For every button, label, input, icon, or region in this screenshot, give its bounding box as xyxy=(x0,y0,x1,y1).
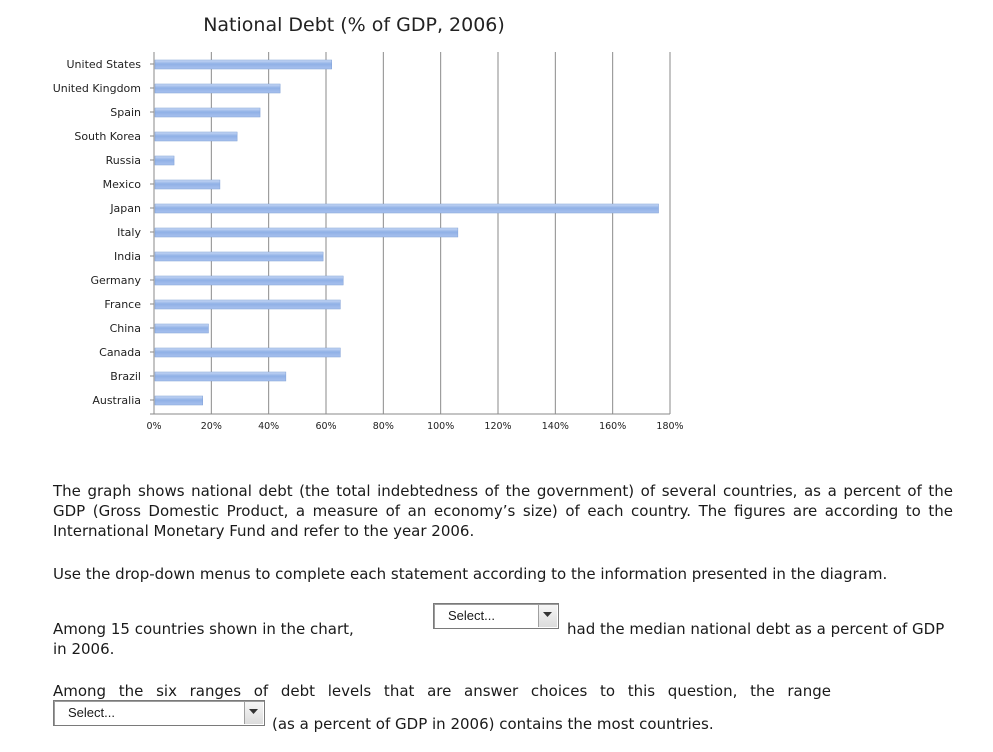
bar xyxy=(155,180,220,189)
bar xyxy=(155,252,323,261)
chevron-down-icon[interactable] xyxy=(538,605,557,627)
category-label: Canada xyxy=(99,346,141,359)
bar xyxy=(155,60,332,69)
category-label: India xyxy=(114,250,141,263)
bar xyxy=(155,372,286,381)
range-dropdown[interactable] xyxy=(53,700,265,726)
chevron-down-icon[interactable] xyxy=(244,702,263,724)
x-tick-label: 20% xyxy=(200,421,222,432)
category-label: United Kingdom xyxy=(52,82,141,95)
x-tick-label: 80% xyxy=(372,421,394,432)
x-tick-label: 60% xyxy=(315,421,337,432)
description-paragraph: The graph shows national debt (the total indebtedness of the government) of several countries, as a percent of the GDP (Gross Domestic Product, a measure of an economy’s size) of each country. The figures are according to the International Monetary Fund and refer to the year 2006. xyxy=(53,482,953,540)
question1-text-end: in 2006. xyxy=(53,640,115,658)
category-label: Italy xyxy=(117,226,141,239)
category-label: China xyxy=(109,322,141,335)
bar xyxy=(155,84,280,93)
question2-text-after: (as a percent of GDP in 2006) contains the most countries. xyxy=(272,715,714,733)
bar xyxy=(155,324,208,333)
x-tick-label: 180% xyxy=(656,421,684,432)
bar xyxy=(155,300,340,309)
x-tick-label: 0% xyxy=(146,421,162,432)
bar xyxy=(155,204,659,213)
category-label: Mexico xyxy=(102,178,141,191)
category-label: Spain xyxy=(110,106,141,119)
x-tick-label: 40% xyxy=(258,421,280,432)
category-label: United States xyxy=(66,58,141,71)
bar xyxy=(155,132,237,141)
x-tick-label: 120% xyxy=(484,421,512,432)
question2-text-line1: Among the six ranges of debt levels that are answer choices to this question, the range xyxy=(53,682,831,700)
range-dropdown-value: Select... xyxy=(68,705,115,720)
x-tick-label: 160% xyxy=(599,421,627,432)
bar xyxy=(155,396,203,405)
chart-title: National Debt (% of GDP, 2006) xyxy=(203,14,505,36)
bar xyxy=(155,228,458,237)
bar xyxy=(155,276,343,285)
question1-text-after: had the median national debt as a percent of GDP xyxy=(567,620,945,638)
category-label: France xyxy=(104,298,141,311)
bar xyxy=(155,108,260,117)
bar xyxy=(155,348,340,357)
question1-text-before: Among 15 countries shown in the chart, xyxy=(53,620,354,638)
category-label: South Korea xyxy=(74,130,141,143)
category-label: Japan xyxy=(110,202,141,215)
instructions-text: Use the drop-down menus to complete each statement according to the information presented in the diagram. xyxy=(53,565,888,583)
category-label: Russia xyxy=(105,154,141,167)
median-country-dropdown[interactable] xyxy=(433,603,559,629)
x-tick-label: 140% xyxy=(541,421,569,432)
category-label: Brazil xyxy=(110,370,141,383)
category-label: Australia xyxy=(92,394,141,407)
x-tick-label: 100% xyxy=(427,421,455,432)
category-label: Germany xyxy=(90,274,141,287)
bar xyxy=(155,156,174,165)
median-country-dropdown-value: Select... xyxy=(448,608,495,623)
